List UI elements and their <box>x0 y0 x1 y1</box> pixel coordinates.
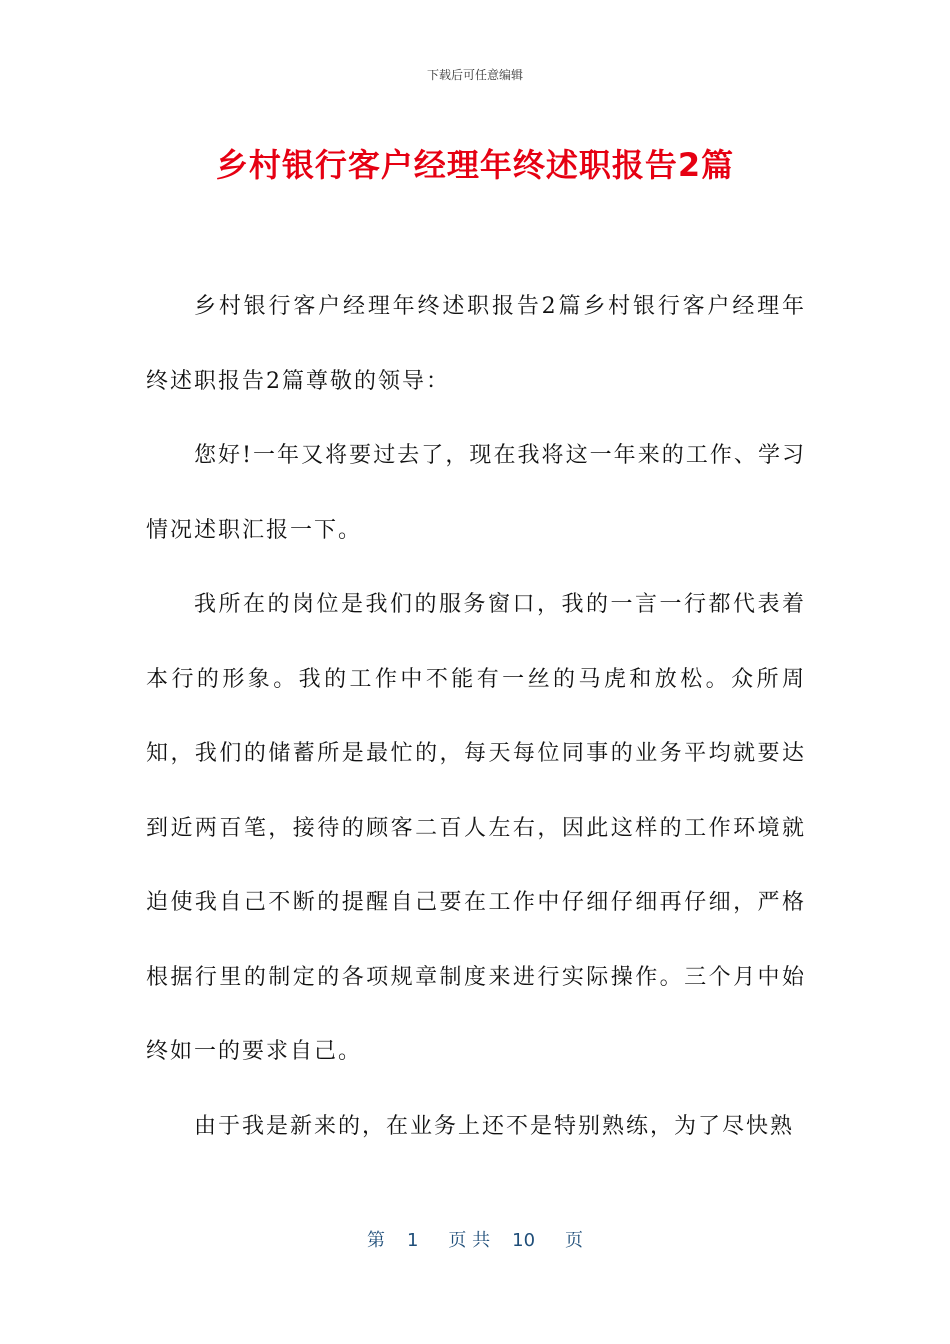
footer-suffix: 页 <box>565 1230 584 1251</box>
page-footer <box>0 1226 950 1252</box>
footer-prefix: 第 <box>366 1230 385 1251</box>
paragraph-1: 乡村银行客户经理年终述职报告2篇乡村银行客户经理年终述职报告2篇尊敬的领导： <box>146 294 806 394</box>
paragraph-2: 您好!一年又将要过去了，现在我将这一年来的工作、学习情况述职汇报一下。 <box>146 443 806 543</box>
footer-current-page: 1 <box>406 1230 419 1251</box>
paragraph-4: 由于我是新来的，在业务上还不是特别熟练，为了尽快熟 <box>194 1113 795 1139</box>
footer-middle: 页 共 <box>448 1230 491 1251</box>
header-note: 下载后可任意编辑 <box>426 68 523 82</box>
footer-total-pages: 10 <box>512 1230 536 1251</box>
paragraph-3: 我所在的岗位是我们的服务窗口，我的一言一行都代表着本行的形象。我的工作中不能有一丝的马虎和放松。众所周知，我们的储蓄所是最忙的，每天每位同事的业务平均就要达到近两百笔，接待的顾客二百人左右，因此这样的工作环境就迫使我自己不断的提醒自己要在工作中仔细仔细再仔细，严格根据行里的制定的各项规章制度来进行实际操作。三个月中始终如一的要求自己。 <box>146 592 806 1064</box>
document-title: 乡村银行客户经理年终述职报告2篇 <box>215 146 735 184</box>
document-body <box>146 270 806 1164</box>
